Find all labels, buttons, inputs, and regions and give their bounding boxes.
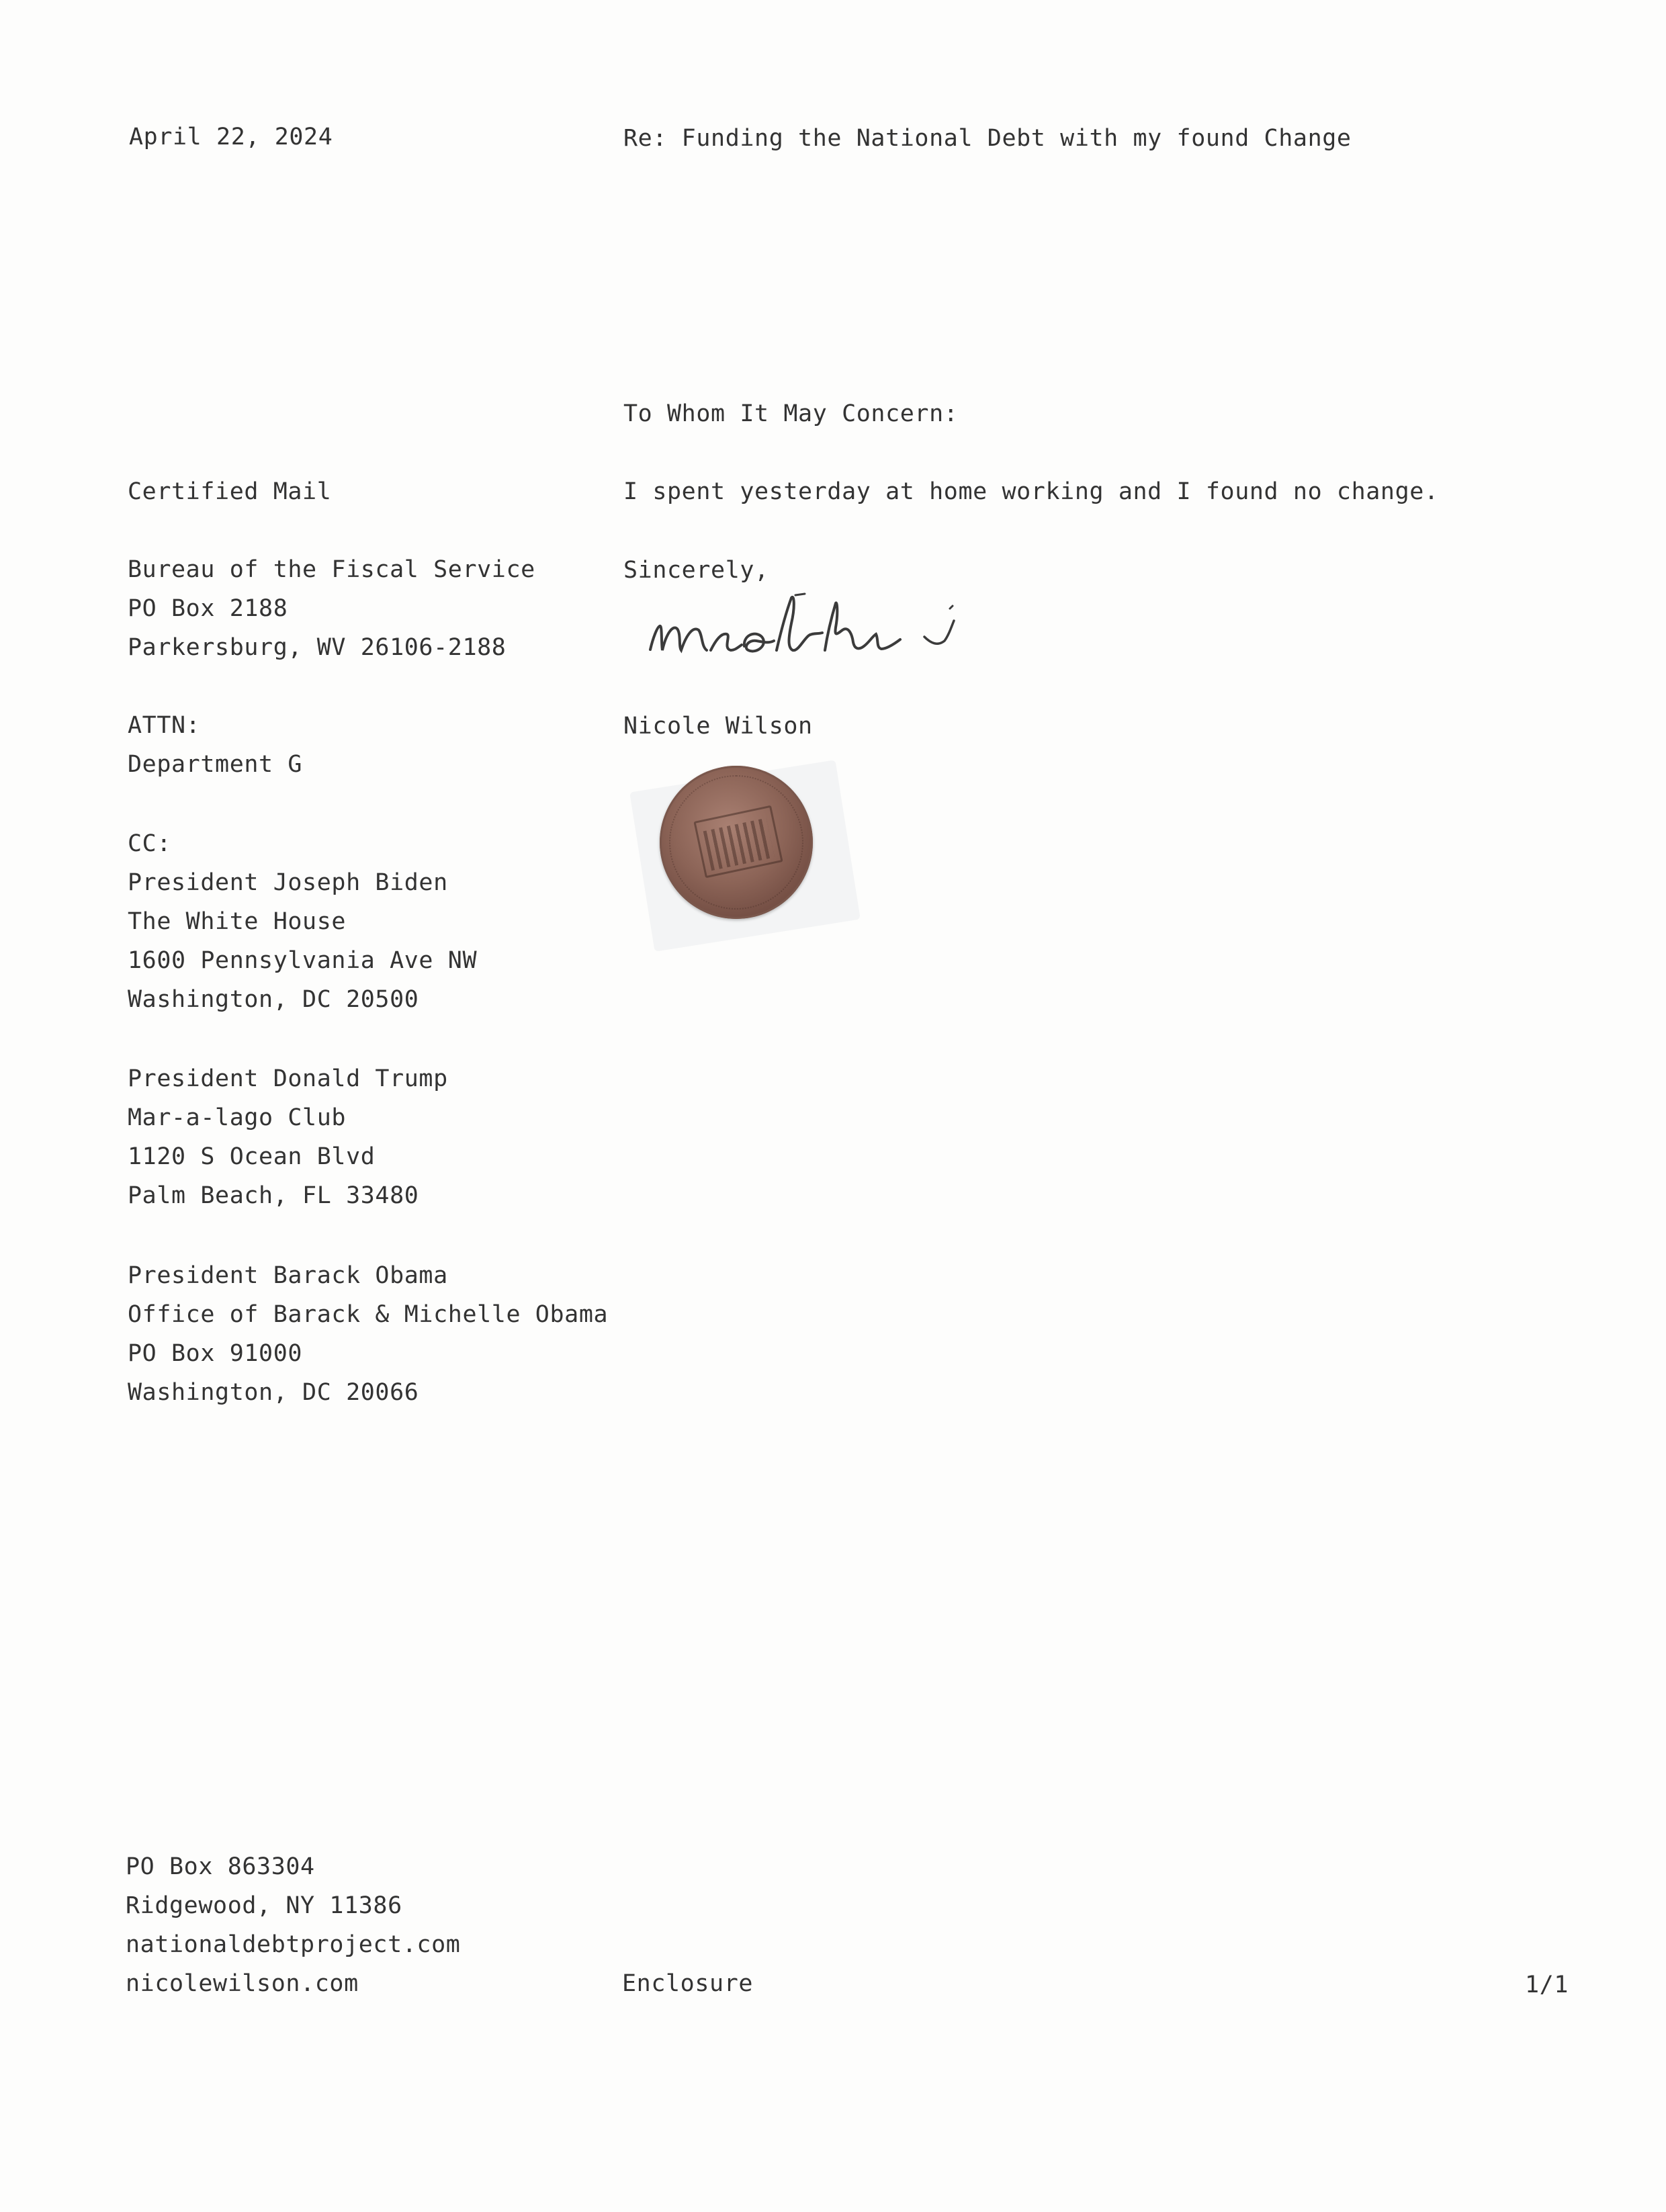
salutation: To Whom It May Concern: (623, 400, 959, 427)
cc-label: CC: (128, 830, 172, 857)
cc-org: Office of Barack & Michelle Obama (128, 1301, 609, 1328)
attention-label: ATTN: (128, 712, 201, 739)
cc-street: PO Box 91000 (128, 1340, 303, 1367)
recipient-address (128, 550, 535, 667)
cc-street: 1600 Pennsylvania Ave NW (128, 947, 478, 974)
letter-date: April 22, 2024 (129, 124, 333, 150)
handwritten-signature (637, 586, 986, 673)
page-number: 1/1 (1525, 1972, 1569, 1998)
attention-value: Department G (128, 751, 303, 778)
recipient-line3: Parkersburg, WV 26106-2188 (128, 634, 507, 661)
cc-org: Mar-a-lago Club (128, 1104, 347, 1131)
cc-entry-2 (128, 1059, 448, 1215)
enclosure-label: Enclosure (622, 1970, 754, 1997)
letter-subject: Re: Funding the National Debt with my found Change (623, 125, 1352, 152)
sender-line2: Ridgewood, NY 11386 (126, 1892, 402, 1919)
cc-city: Washington, DC 20500 (128, 986, 419, 1013)
recipient-line2: PO Box 2188 (128, 595, 288, 622)
closing: Sincerely, (623, 557, 769, 584)
cc-name: President Donald Trump (128, 1065, 448, 1092)
cc-name: President Barack Obama (128, 1262, 448, 1289)
delivery-method: Certified Mail (128, 478, 332, 505)
recipient-line1: Bureau of the Fiscal Service (128, 556, 535, 583)
sender-website-2: nicolewilson.com (126, 1970, 359, 1997)
cc-org: The White House (128, 908, 347, 935)
cc-street: 1120 S Ocean Blvd (128, 1143, 376, 1170)
cc-entry-3 (128, 1256, 608, 1412)
attention-block (128, 706, 302, 784)
sender-website-1: nationaldebtproject.com (126, 1931, 461, 1958)
cc-name: President Joseph Biden (128, 869, 448, 896)
sender-line1: PO Box 863304 (126, 1853, 315, 1880)
sender-address (126, 1847, 460, 2003)
cc-entry-1 (128, 863, 477, 1019)
letter-body: I spent yesterday at home working and I found no change. (623, 478, 1439, 505)
signer-name: Nicole Wilson (623, 713, 813, 740)
cc-city: Washington, DC 20066 (128, 1379, 419, 1406)
cc-city: Palm Beach, FL 33480 (128, 1182, 419, 1209)
penny-coin-enclosure (640, 746, 861, 954)
penny-coin-icon (660, 766, 813, 919)
